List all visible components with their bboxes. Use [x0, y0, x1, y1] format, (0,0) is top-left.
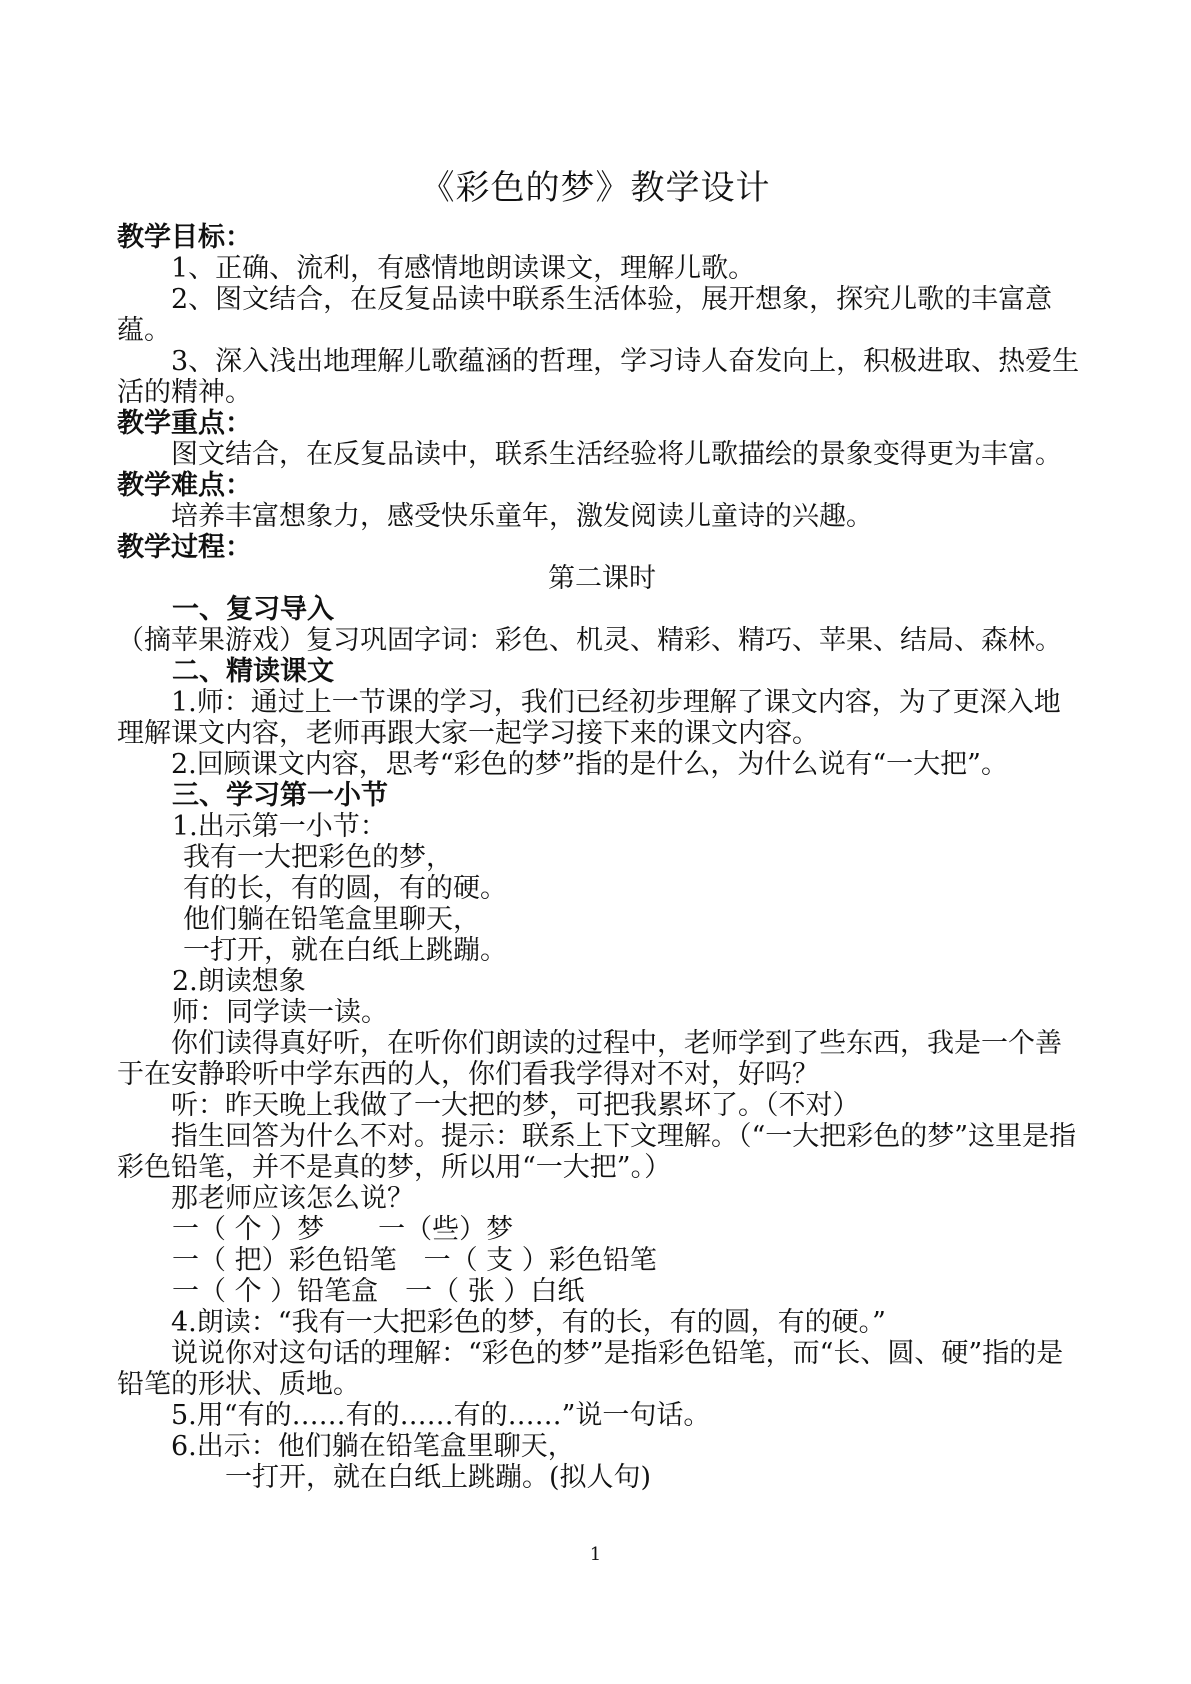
- difficulties-heading: 教学难点：: [117, 470, 252, 501]
- objective-item: 1、正确、流利，有感情地朗读课文，理解儿歌。: [171, 253, 756, 284]
- section-heading: 三、学习第一小节: [172, 780, 388, 811]
- objectives-heading: 教学目标：: [117, 222, 252, 253]
- objective-item: 2、图文结合，在反复品读中联系生活体验，展开想象，探究儿歌的丰富意蕴。: [117, 284, 1053, 346]
- paragraph: 1.师：通过上一节课的学习，我们已经初步理解了课文内容，为了更深入地理解课文内容，老师再跟大家一起学习接下来的课文内容。: [117, 687, 1061, 749]
- paragraph: 5.用“有的……有的……有的……”说一句话。: [171, 1400, 711, 1431]
- paragraph: 1.出示第一小节：: [172, 811, 387, 842]
- key-points-text: 图文结合，在反复品读中，联系生活经验将儿歌描绘的景象变得更为丰富。: [171, 439, 1062, 470]
- poem-line: 有的长，有的圆，有的硬。: [183, 873, 507, 904]
- paragraph: 一打开，就在白纸上跳蹦。(拟人句): [225, 1462, 652, 1493]
- paragraph: 4.朗读：“我有一大把彩色的梦，有的长，有的圆，有的硬。”: [171, 1307, 886, 1338]
- process-heading: 教学过程：: [117, 532, 252, 563]
- section-text: （摘苹果游戏）复习巩固字词：彩色、机灵、精彩、精巧、苹果、结局、森林。: [117, 625, 1062, 656]
- paragraph: 2.回顾课文内容，思考“彩色的梦”指的是什么，为什么说有“一大把”。: [171, 749, 1008, 780]
- document-body: [117, 222, 1087, 1493]
- paragraph: 说说你对这句话的理解：“彩色的梦”是指彩色铅笔，而“长、圆、硬”指的是铅笔的形状、质地。: [117, 1338, 1064, 1400]
- paragraph: 师：同学读一读。: [172, 997, 388, 1028]
- page-number: 1: [589, 1544, 602, 1565]
- paragraph: 那老师应该怎么说？: [171, 1183, 414, 1214]
- measure-word-row: 一（ 把）彩色铅笔 一（ 支 ）彩色铅笔: [172, 1245, 657, 1276]
- page-title: 《彩色的梦》教学设计: [420, 168, 771, 208]
- poem-line: 他们躺在铅笔盒里聊天，: [183, 904, 480, 935]
- paragraph: 听：昨天晚上我做了一大把的梦，可把我累坏了。（不对）: [171, 1090, 860, 1121]
- paragraph: 2.朗读想象: [172, 966, 306, 997]
- measure-word-row: 一（ 个 ）梦 一（些）梦: [172, 1214, 514, 1245]
- lesson-label: 第二课时: [548, 563, 656, 594]
- paragraph: 6.出示：他们躺在铅笔盒里聊天，: [171, 1431, 575, 1462]
- poem-line: 一打开，就在白纸上跳蹦。: [183, 935, 507, 966]
- section-heading: 二、精读课文: [172, 656, 334, 687]
- key-points-heading: 教学重点：: [117, 408, 252, 439]
- section-heading: 一、复习导入: [172, 594, 334, 625]
- objective-item: 3、深入浅出地理解儿歌蕴涵的哲理，学习诗人奋发向上，积极进取、热爱生活的精神。: [117, 346, 1080, 408]
- measure-word-row: 一（ 个 ）铅笔盒 一（ 张 ）白纸: [172, 1276, 585, 1307]
- difficulties-text: 培养丰富想象力，感受快乐童年，激发阅读儿童诗的兴趣。: [171, 501, 873, 532]
- paragraph: 指生回答为什么不对。提示：联系上下文理解。（“一大把彩色的梦”这里是指彩色铅笔，并不是真的梦，所以用“一大把”。）: [117, 1121, 1077, 1183]
- poem-line: 我有一大把彩色的梦，: [183, 842, 453, 873]
- paragraph: 你们读得真好听，在听你们朗读的过程中，老师学到了些东西，我是一个善于在安静聆听中学东西的人，你们看我学得对不对，好吗？: [117, 1028, 1062, 1090]
